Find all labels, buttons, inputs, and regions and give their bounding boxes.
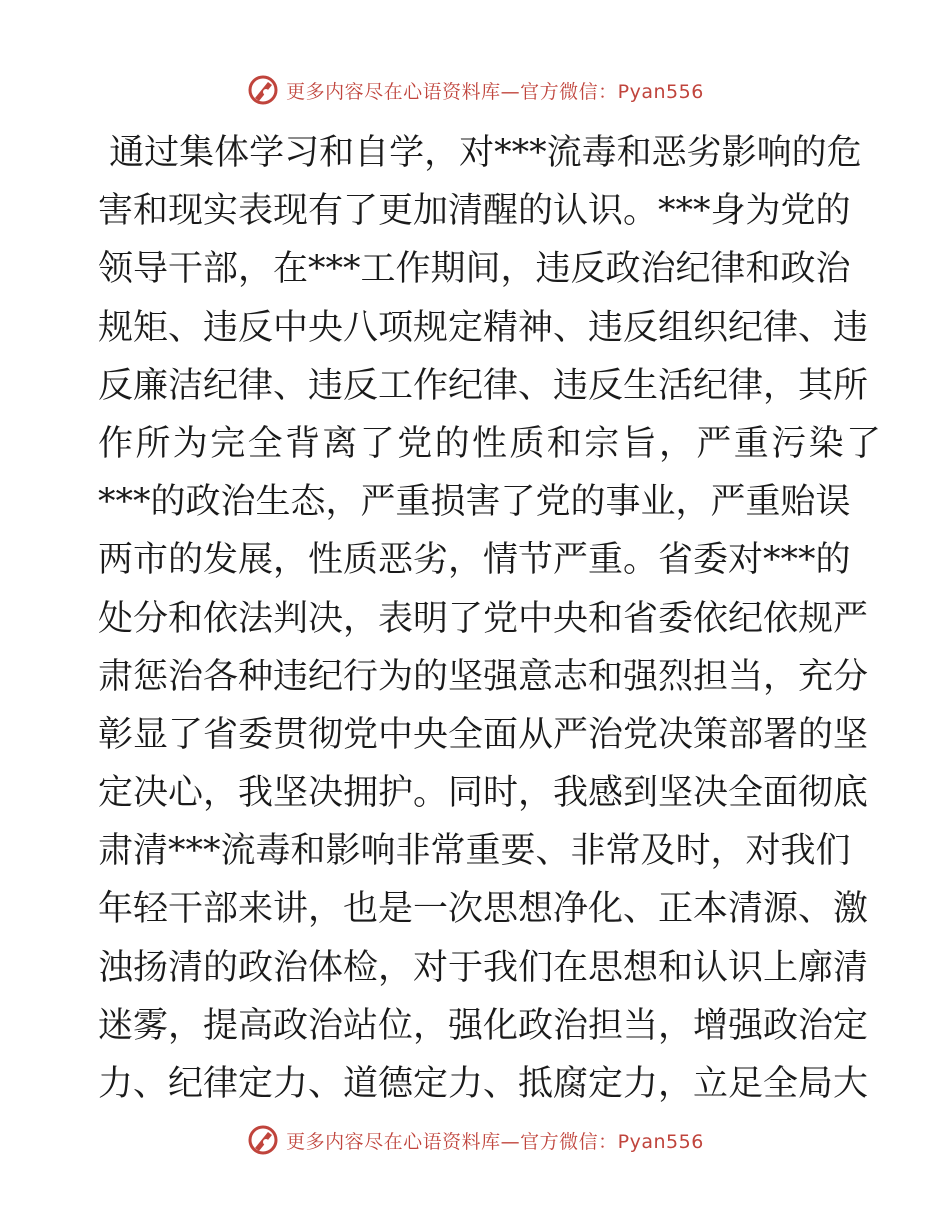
text-line: 两市的发展，性质恶劣，情节严重。省委对***的 xyxy=(98,540,851,581)
pen-circle-logo-icon xyxy=(246,73,280,107)
text-line: 彰显了省委贯彻党中央全面从严治党决策部署的坚 xyxy=(98,714,869,755)
header-watermark xyxy=(0,70,950,110)
text-line: 肃惩治各种违纪行为的坚强意志和强烈担当，充分 xyxy=(98,656,869,697)
text-line: 定决心，我坚决拥护。同时，我感到坚决全面彻底 xyxy=(98,773,869,814)
text-line: 处分和依法判决，表明了党中央和省委依纪依规严 xyxy=(98,598,869,639)
text-line: 力、纪律定力、道德定力、抵腐定力，立足全局大 xyxy=(98,1064,869,1104)
text-line: 通过集体学习和自学，对***流毒和恶劣影响的危 xyxy=(98,133,862,173)
text-line: 反廉洁纪律、违反工作纪律、违反生活纪律，其所 xyxy=(98,365,869,406)
text-line: 规矩、违反中央八项规定精神、违反组织纪律、违 xyxy=(98,307,869,348)
text-line: 领导干部，在***工作期间，违反政治纪律和政治 xyxy=(98,249,851,290)
watermark-text: 更多内容尽在心语资料库—官方微信：Pyan556 xyxy=(286,80,704,103)
pen-circle-logo-icon xyxy=(246,1123,280,1157)
footer-watermark xyxy=(0,1120,950,1160)
text-line: 迷雾，提高政治站位，强化政治担当，增强政治定 xyxy=(98,1005,869,1046)
text-line: 肃清***流毒和影响非常重要、非常及时，对我们 xyxy=(98,831,851,872)
text-line: 浊扬清的政治体检，对于我们在思想和认识上廓清 xyxy=(98,947,869,988)
text-line: 害和现实表现有了更加清醒的认识。***身为党的 xyxy=(98,191,851,232)
document-body xyxy=(98,124,884,1113)
watermark-text: 更多内容尽在心语资料库—官方微信：Pyan556 xyxy=(286,1130,704,1153)
text-line: 作所为完全背离了党的性质和宗旨，严重污染了 xyxy=(98,423,884,464)
text-line: 年轻干部来讲，也是一次思想净化、正本清源、激 xyxy=(98,889,869,930)
text-line: ***的政治生态，严重损害了党的事业，严重贻误 xyxy=(98,482,851,523)
